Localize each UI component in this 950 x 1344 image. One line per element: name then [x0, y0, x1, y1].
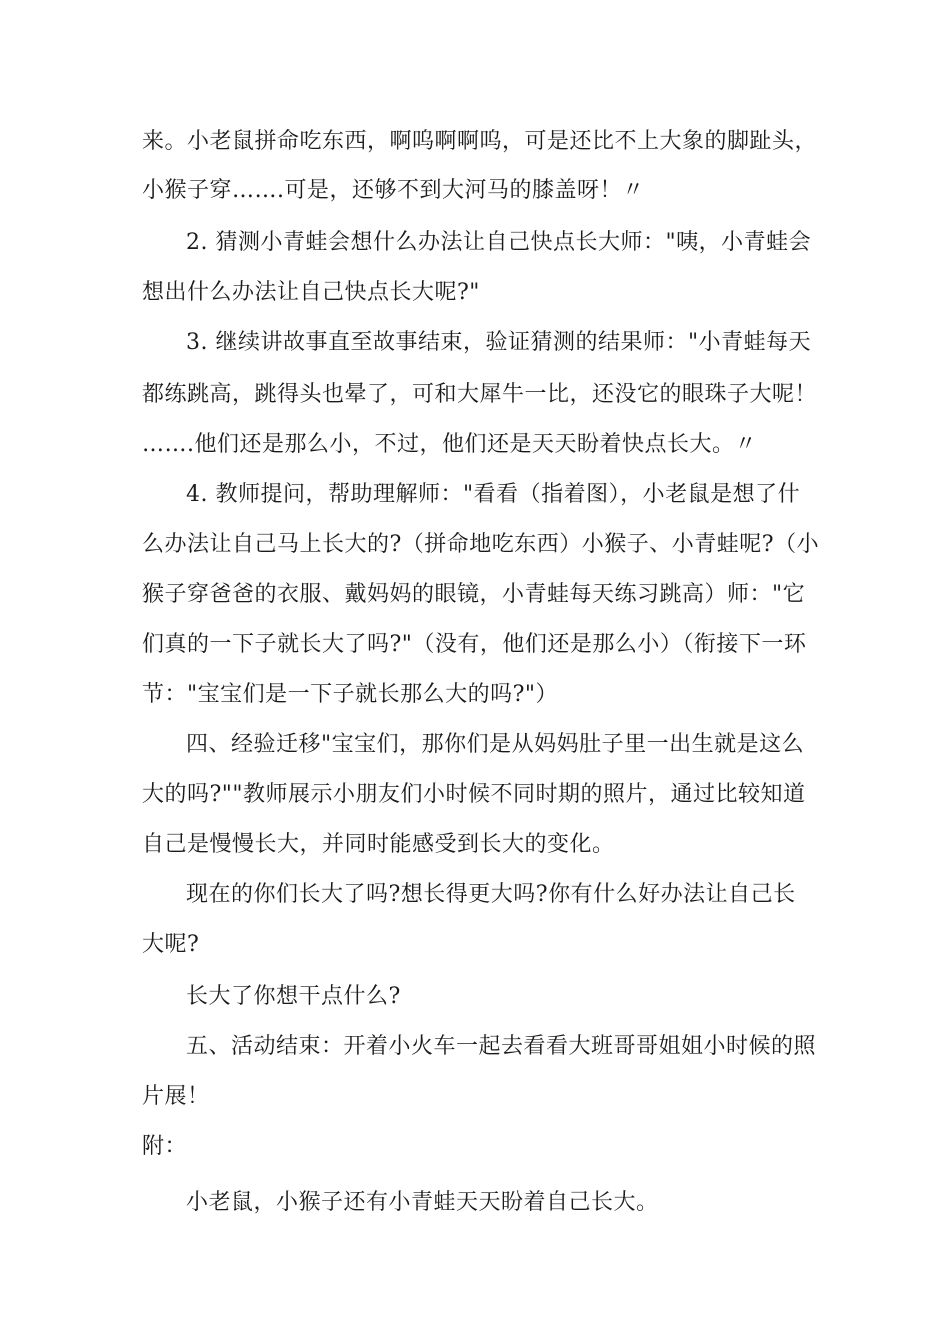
text-line: 自己是慢慢长大，并同时能感受到长大的变化。: [142, 832, 615, 857]
text-line: 长大了你想干点什么?: [186, 984, 401, 1009]
text-line: 小老鼠，小猴子还有小青蛙天天盼着自己长大。: [186, 1190, 659, 1215]
text-line: 五、活动结束：开着小火车一起去看看大班哥哥姐姐小时候的照: [186, 1034, 817, 1059]
text-line: 猴子穿爸爸的衣服、戴妈妈的眼镜，小青蛙每天练习跳高）师："它: [142, 582, 806, 607]
text-line: 2. 猜测小青蛙会想什么办法让自己快点长大师："咦，小青蛙会: [186, 230, 812, 255]
text-line: …….他们还是那么小，不过，他们还是天天盼着快点长大。〃: [142, 432, 757, 457]
text-line: 四、经验迁移"宝宝们，那你们是从妈妈肚子里一出生就是这么: [186, 732, 805, 757]
text-line: 们真的一下子就长大了吗?"（没有，他们还是那么小）（衔接下一环: [142, 632, 807, 657]
text-line: 附：: [142, 1134, 188, 1159]
text-line: 都练跳高，跳得头也晕了，可和大犀牛一比，还没它的眼珠子大呢！: [142, 382, 818, 407]
text-line: 大的吗?""教师展示小朋友们小时候不同时期的照片，通过比较知道: [142, 782, 806, 807]
text-line: 想出什么办法让自己快点长大呢?": [142, 280, 480, 305]
text-line: 么办法让自己马上长大的?（拼命地吃东西）小猴子、小青蛙呢?（小: [142, 532, 820, 557]
text-line: 大呢?: [142, 932, 200, 957]
text-line: 4. 教师提问，帮助理解师："看看（指着图），小老鼠是想了什: [186, 482, 801, 507]
text-line: 3. 继续讲故事直至故事结束，验证猜测的结果师："小青蛙每天: [186, 330, 812, 355]
text-line: 片展！: [142, 1084, 210, 1109]
text-line: 来。小老鼠拼命吃东西，啊呜啊啊呜，可是还比不上大象的脚趾头，: [142, 129, 818, 154]
text-line: 现在的你们长大了吗?想长得更大吗?你有什么好办法让自己长: [186, 882, 796, 907]
text-line: 小猴子穿…….可是，还够不到大河马的膝盖呀！〃: [142, 178, 645, 203]
text-line: 节："宝宝们是一下子就长那么大的吗?"）: [142, 682, 559, 707]
